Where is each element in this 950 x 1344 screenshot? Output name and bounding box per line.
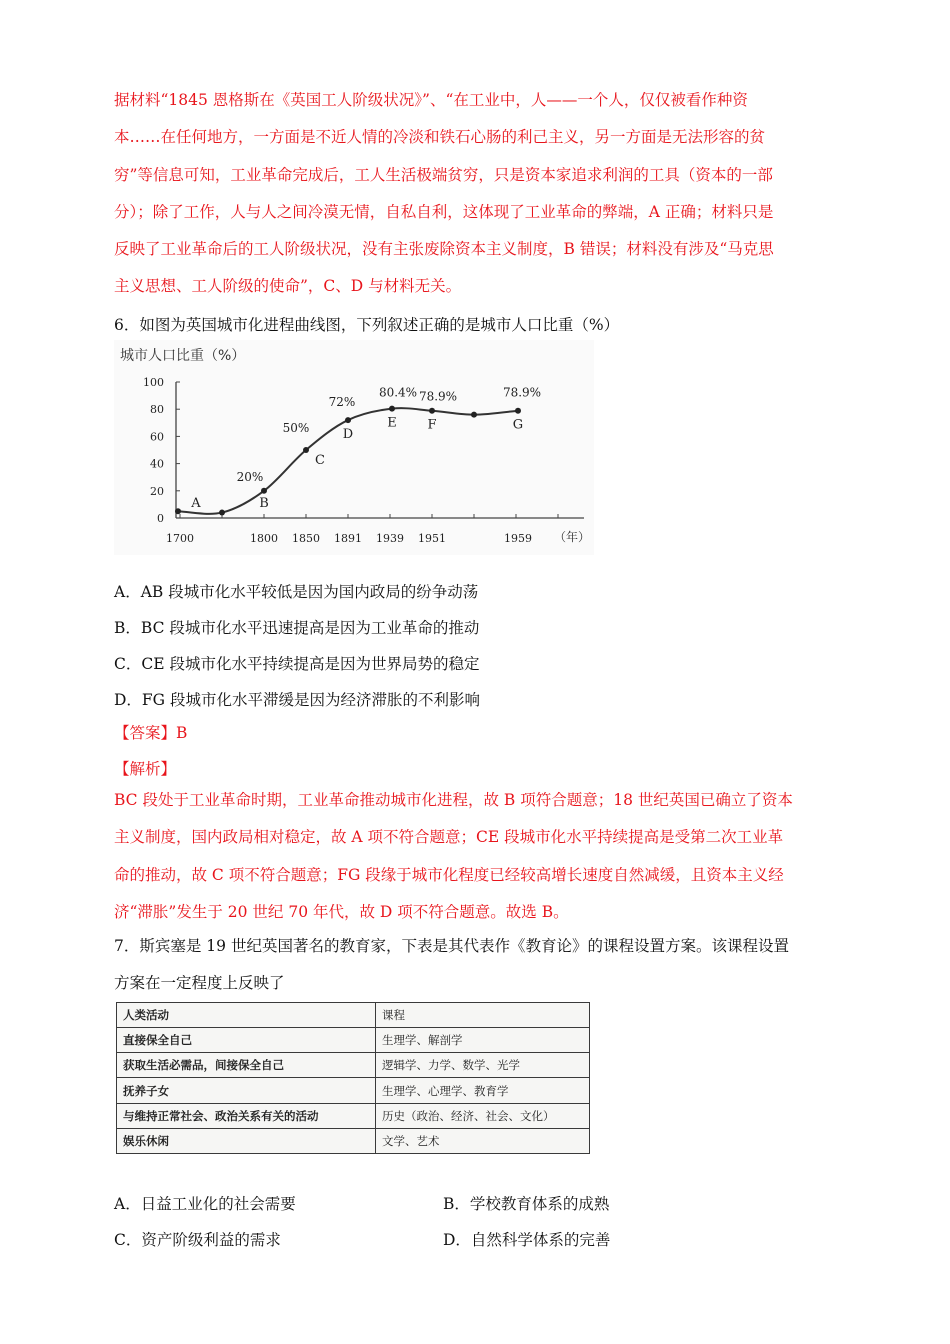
analysis-line: 济“滞胀”发生于 20 世纪 70 年代，故 D 项不符合题意。故选 B。 (114, 902, 569, 921)
option-b: B．学校教育体系的成熟 (443, 1195, 610, 1213)
data-point (303, 447, 309, 453)
data-label: 50% (282, 421, 310, 435)
table-row (117, 1078, 590, 1103)
point-label: C (315, 453, 325, 468)
option-a: A．日益工业化的社会需要 (114, 1195, 296, 1213)
data-point (471, 412, 477, 418)
data-label: 80.4% (378, 385, 418, 400)
data-point (219, 510, 225, 516)
x-tick-label: 1939 (376, 532, 404, 545)
chart-title: 城市人口比重（%） (120, 348, 246, 364)
table-cell: 文学、艺术 (376, 1128, 590, 1153)
question-7-stem (114, 928, 838, 1003)
y-tick-label: 0 (157, 512, 164, 525)
point-label: F (427, 417, 437, 433)
analysis-line: 本……在任何地方，一方面是不近人情的冷淡和铁石心肠的利己主义，另一方面是无法形容的贫 (114, 128, 766, 147)
analysis-line: 主义思想、工人阶级的使命”，C、D 与材料无关。 (114, 277, 462, 296)
answer-line (114, 721, 187, 743)
x-tick-label: 1800 (250, 532, 278, 545)
y-tick-label: 20 (150, 484, 164, 498)
answer-label: 【答案】 (114, 724, 177, 742)
table-row (117, 1128, 590, 1153)
question-6-stem: 6．如图为英国城市化进程曲线图，下列叙述正确的是城市人口比重（%） (114, 316, 620, 334)
analysis-line: 命的推动，故 C 项不符合题意；FG 段缘于城市化程度已经较高增长速度自然减缓，且资本主义经 (114, 865, 784, 884)
y-tick-label: 100 (143, 376, 164, 389)
table-cell: 逻辑学、力学、数学、光学 (376, 1053, 590, 1078)
analysis-label: 【解析】 (114, 760, 177, 778)
data-label: 78.9% (502, 385, 542, 400)
table-header-row (117, 1003, 590, 1028)
curriculum-table (116, 1002, 590, 1154)
data-label: 20% (236, 469, 264, 484)
y-tick-label: 60 (150, 430, 164, 444)
analysis-line: 反映了工业革命后的工人阶级状况，没有主张废除资本主义制度，B 错误；材料没有涉及“马克思 (114, 240, 774, 259)
analysis-line: 穷”等信息可知，工业革命完成后，工人生活极端贫穷，只是资本家追求利润的工具（资本的一部 (114, 165, 773, 184)
point-label: B (259, 495, 269, 511)
point-label: E (387, 415, 397, 431)
option-a: A．AB 段城市化水平较低是因为国内政局的纷争动荡 (114, 583, 479, 601)
option-c: C．CE 段城市化水平持续提高是因为世界局势的稳定 (114, 655, 480, 673)
data-label: 72% (328, 395, 356, 410)
data-point (345, 417, 351, 423)
table-cell: 直接保全自己 (117, 1028, 376, 1053)
table-cell: 生理学、解剖学 (376, 1028, 590, 1053)
data-point (175, 508, 181, 514)
y-tick-label: 40 (150, 457, 164, 471)
stem-line: 7．斯宾塞是 19 世纪英国著名的教育家，下表是其代表作《教育论》的课程设置方案。该课程设置 (114, 937, 789, 955)
table-cell: 抚养子女 (117, 1078, 376, 1103)
header-cell: 课程 (376, 1003, 590, 1028)
table-row (117, 1053, 590, 1078)
analysis-line: 主义制度，国内政局相对稳定，故 A 项不符合题意；CE 段城市化水平持续提高是受第二次工业革 (114, 828, 784, 847)
analysis-line: 分）；除了工作，人与人之间冷漠无情，自私自利，这体现了工业革命的弊端，A 正确；材料只是 (114, 202, 774, 221)
point-label: D (342, 427, 354, 443)
analysis-line: 据材料“1845 恩格斯在《英国工人阶级状况》”、“在工业中，人——一个人，仅仅被看作种资 (114, 91, 748, 109)
data-point (261, 488, 267, 494)
x-tick-label: 1951 (418, 532, 446, 545)
table-cell: 历史（政治、经济、社会、文化） (376, 1103, 590, 1128)
table-row (117, 1103, 590, 1128)
stem-line: 方案在一定程度上反映了 (114, 974, 285, 993)
analysis-line: BC 段处于工业革命时期，工业革命推动城市化进程，故 B 项符合题意；18 世纪英国已确立了资本 (114, 791, 793, 809)
x-tick-label: 1850 (292, 532, 320, 545)
option-b: B．BC 段城市化水平迅速提高是因为工业革命的推动 (114, 619, 480, 637)
x-tick-label: 1700 (166, 532, 194, 545)
option-c: C．资产阶级利益的需求 (114, 1231, 281, 1249)
data-label: 78.9% (418, 389, 458, 404)
x-tick-label: 1891 (334, 532, 362, 545)
table-cell: 获取生活必需品，间接保全自己 (117, 1053, 376, 1078)
data-point (389, 406, 395, 412)
urbanization-chart (114, 340, 594, 555)
table-cell: 生理学、心理学、教育学 (376, 1078, 590, 1103)
option-d: D．FG 段城市化水平滞缓是因为经济滞胀的不利影响 (114, 691, 480, 709)
table-cell: 娱乐休闲 (117, 1128, 376, 1153)
table-cell: 与维持正常社会、政治关系有关的活动 (117, 1103, 376, 1128)
option-d: D．自然科学体系的完善 (443, 1231, 611, 1249)
analysis-q6 (114, 782, 838, 931)
header-cell: 人类活动 (117, 1003, 376, 1028)
answer-value: B (176, 724, 188, 742)
y-tick-label: 80 (150, 403, 164, 417)
data-point (429, 408, 435, 414)
x-tick-label: 1959 (504, 532, 532, 545)
point-label: G (512, 417, 524, 433)
data-point (515, 408, 521, 414)
analysis-q5 (114, 82, 838, 306)
point-label: A (191, 496, 201, 512)
x-axis-unit: （年） (554, 530, 591, 544)
table-row (117, 1028, 590, 1053)
